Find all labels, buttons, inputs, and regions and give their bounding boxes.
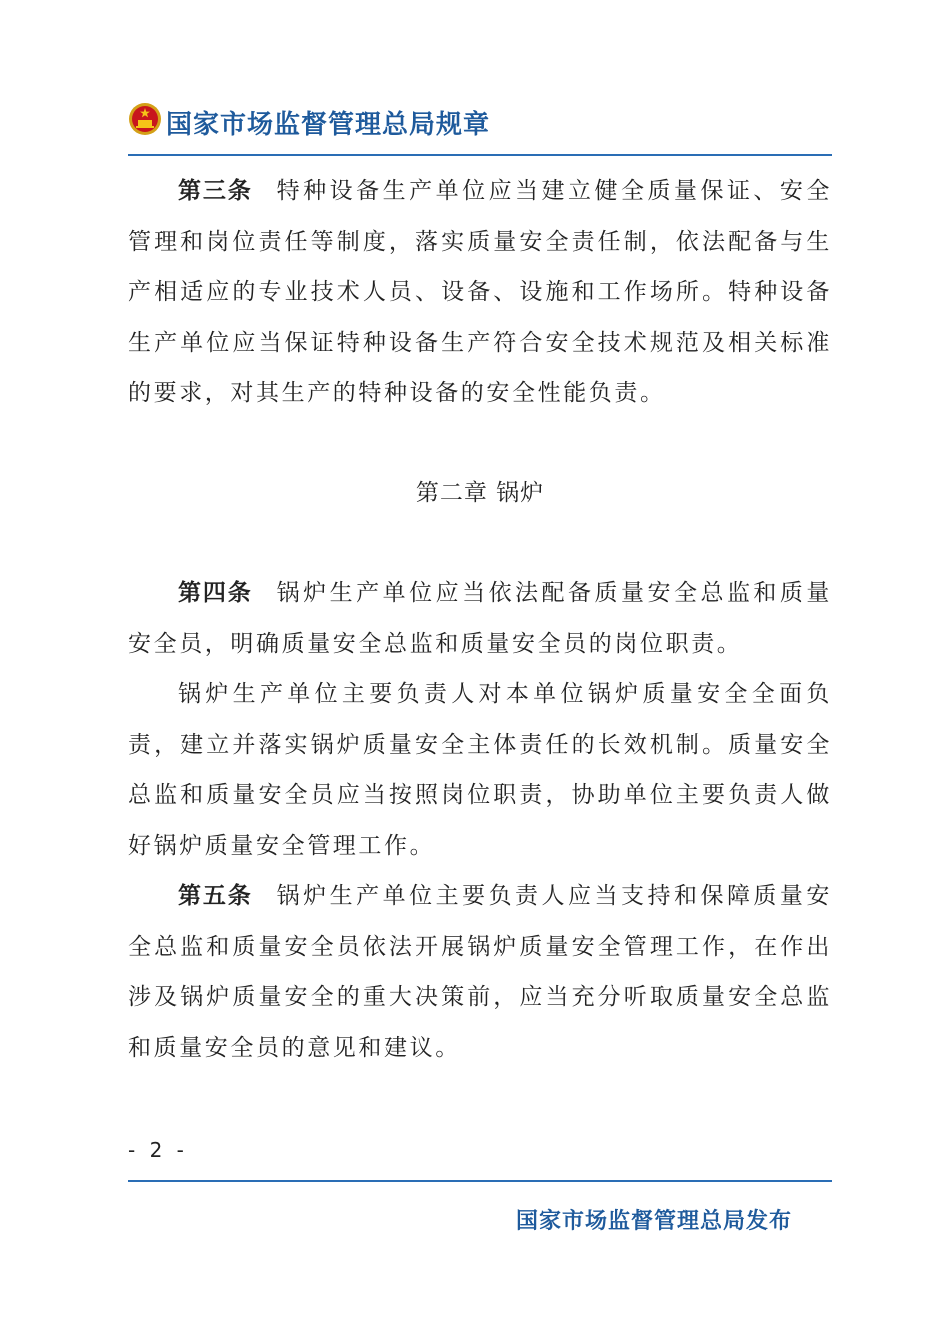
- article-5: [128, 871, 832, 1073]
- article-4-paragraph-2: 锅炉生产单位主要负责人对本单位锅炉质量安全全面负责，建立并落实锅炉质量安全主体责任的长效机制。质量安全总监和质量安全员应当按照岗位职责，协助单位主要负责人做好锅炉质量安全管理工作。: [128, 681, 832, 859]
- article-5-number: 第五条: [178, 883, 253, 909]
- chapter-2-body: [128, 568, 832, 1073]
- article-5-text: 锅炉生产单位主要负责人应当支持和保障质量安全总监和质量安全员依法开展锅炉质量安全管理工作，在作出涉及锅炉质量安全的重大决策前，应当充分听取质量安全总监和质量安全员的意见和建议。: [128, 883, 833, 1061]
- header-title: 国家市场监督管理总局规章: [166, 110, 491, 140]
- article-3-number: 第三条: [178, 178, 253, 204]
- article-4: [128, 568, 832, 669]
- page-number: - 2 -: [128, 1138, 188, 1162]
- article-4-number: 第四条: [178, 580, 253, 606]
- footer-publisher: 国家市场监督管理总局发布: [515, 1209, 792, 1234]
- chapter-title: 第二章 锅炉: [415, 480, 545, 506]
- header-divider: [128, 154, 832, 156]
- footer-divider: [128, 1180, 832, 1182]
- national-emblem-icon: [128, 102, 162, 136]
- article-3: [128, 166, 832, 419]
- article-4-text: 锅炉生产单位应当依法配备质量安全总监和质量安全员，明确质量安全总监和质量安全员的岗位职责。: [128, 580, 833, 657]
- page-header: [128, 102, 832, 142]
- article-3-block: [128, 166, 832, 419]
- article-3-text: 特种设备生产单位应当建立健全质量保证、安全管理和岗位责任等制度，落实质量安全责任制，依法配备与生产相适应的专业技术人员、设备、设施和工作场所。特种设备生产单位应当保证特种设备生产符合安全技术规范及相关标准的要求，对其生产的特种设备的安全性能负责。: [128, 178, 833, 406]
